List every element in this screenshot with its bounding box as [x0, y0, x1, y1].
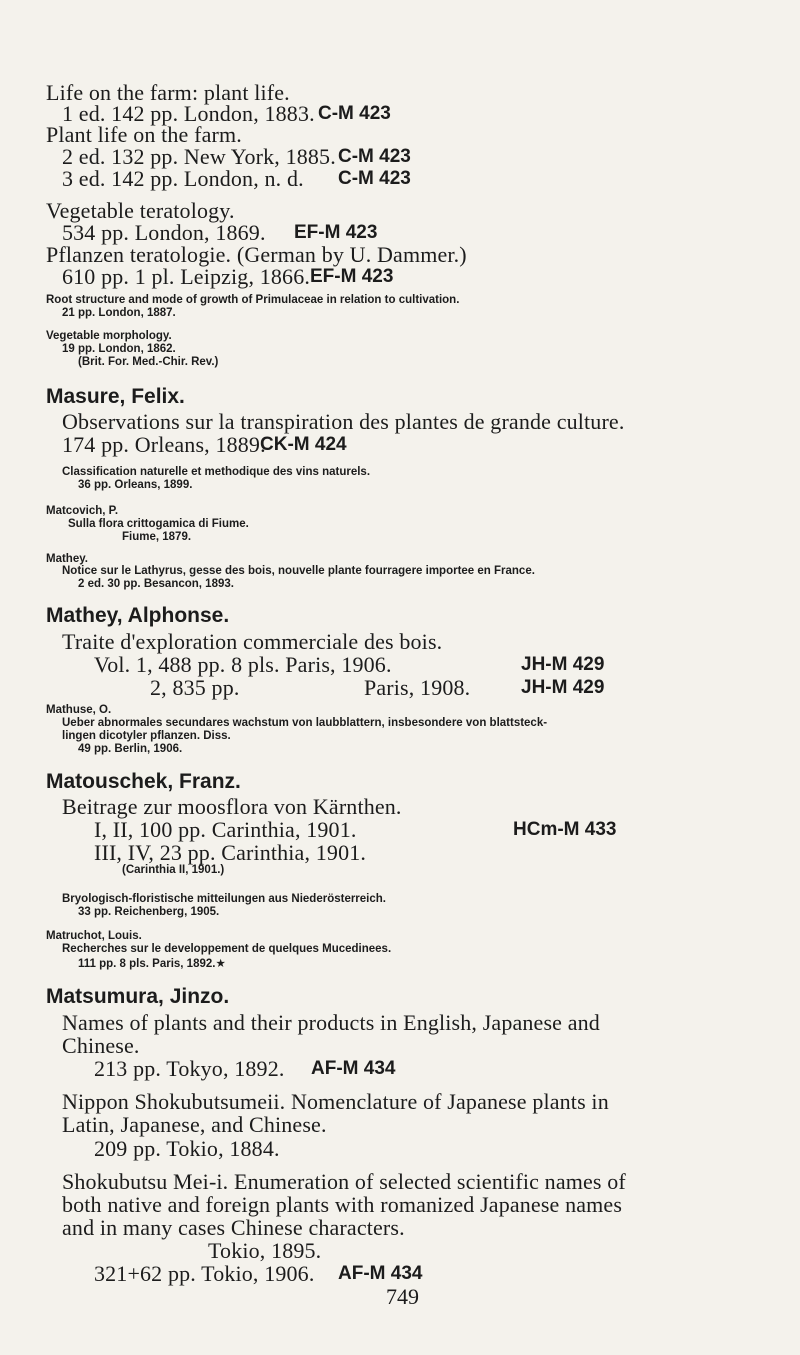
entry-line: 209 pp. Tokio, 1884. [94, 1136, 280, 1161]
entry-line: Vol. 1, 488 pp. 8 pls. Paris, 1906. [94, 652, 392, 677]
entry-line: Mathuse, O. [46, 704, 112, 716]
entry-line: lingen dicotyler pflanzen. Diss. [62, 730, 231, 742]
entry-line: Tokio, 1895. [208, 1238, 322, 1263]
page-number: 749 [386, 1284, 419, 1309]
call-number: AF-M 434 [338, 1263, 423, 1284]
author-heading: Masure, Felix. [46, 385, 185, 408]
entry-line: 213 pp. Tokyo, 1892. [94, 1056, 285, 1081]
entry-line: 1 ed. 142 pp. London, 1883. [62, 101, 315, 126]
call-number: JH-M 429 [521, 677, 605, 698]
entry-line: Vegetable teratology. [46, 198, 235, 223]
entry-line: (Carinthia II, 1901.) [122, 864, 225, 876]
entry-line: 321+62 pp. Tokio, 1906. [94, 1261, 315, 1286]
author-heading: Matouschek, Franz. [46, 770, 241, 793]
entry-line: 610 pp. 1 pl. Leipzig, 1866. [62, 264, 311, 289]
call-number: JH-M 429 [521, 654, 605, 675]
call-number: EF-M 423 [310, 266, 394, 287]
entry-line: 21 pp. London, 1887. [62, 307, 176, 319]
entry-line: Shokubutsu Mei-i. Enumeration of selected scientific names of [62, 1169, 626, 1194]
entry-line: Matruchot, Louis. [46, 930, 142, 942]
entry-line: Traite d'exploration commerciale des bois. [62, 629, 443, 654]
entry-imprint: Paris, 1908. [364, 675, 471, 700]
call-number: C-M 423 [318, 103, 391, 124]
entry-line: 2 ed. 30 pp. Besancon, 1893. [78, 578, 234, 590]
entry-line: 2, 835 pp. [150, 675, 240, 700]
call-number: HCm-M 433 [513, 819, 617, 840]
entry-line: Vegetable morphology. [46, 330, 172, 342]
author-heading: Mathey, Alphonse. [46, 604, 230, 627]
entry-line: Pflanzen teratologie. (German by U. Dammer.) [46, 242, 467, 267]
entry-line: Latin, Japanese, and Chinese. [62, 1112, 327, 1137]
entry-line: 174 pp. Orleans, 1889. [62, 432, 266, 457]
call-number: AF-M 434 [311, 1058, 396, 1079]
entry-line: 111 pp. 8 pls. Paris, 1892.★ [78, 958, 226, 970]
entry-line: Life on the farm: plant life. [46, 80, 290, 105]
entry-line: I, II, 100 pp. Carinthia, 1901. [94, 817, 357, 842]
entry-line: both native and foreign plants with romanized Japanese names [62, 1192, 623, 1217]
entry-line: Mathey. [46, 553, 88, 565]
entry-line: Nippon Shokubutsumeii. Nomenclature of Japanese plants in [62, 1089, 609, 1114]
entry-line: 49 pp. Berlin, 1906. [78, 743, 183, 755]
entry-line: Root structure and mode of growth of Primulaceae in relation to cultivation. [46, 294, 460, 306]
entry-line: Beitrage zur moosflora von Kärnthen. [62, 794, 402, 819]
entry-line: Fiume, 1879. [122, 531, 192, 543]
entry-line: 33 pp. Reichenberg, 1905. [78, 906, 220, 918]
call-number: C-M 423 [338, 168, 411, 189]
entry-line: Plant life on the farm. [46, 122, 242, 147]
entry-line: Names of plants and their products in English, Japanese and [62, 1010, 600, 1035]
entry-line: Matcovich, P. [46, 505, 119, 517]
entry-line: Chinese. [62, 1033, 140, 1058]
entry-line: 19 pp. London, 1862. [62, 343, 176, 355]
entry-line: Observations sur la transpiration des plantes de grande culture. [62, 409, 625, 434]
entry-line: Sulla flora crittogamica di Fiume. [68, 518, 249, 530]
entry-line: Notice sur le Lathyrus, gesse des bois, nouvelle plante fourragere importee en France. [62, 565, 535, 577]
entry-line: III, IV, 23 pp. Carinthia, 1901. [94, 840, 367, 865]
entry-line: 2 ed. 132 pp. New York, 1885. [62, 144, 336, 169]
entry-line: and in many cases Chinese characters. [62, 1215, 405, 1240]
call-number: C-M 423 [338, 146, 411, 167]
entry-line: 36 pp. Orleans, 1899. [78, 479, 193, 491]
entry-line: Classification naturelle et methodique des vins naturels. [62, 466, 371, 478]
entry-line: Bryologisch-floristische mitteilungen aus Niederösterreich. [62, 893, 386, 905]
call-number: EF-M 423 [294, 222, 378, 243]
entry-line: (Brit. For. Med.-Chir. Rev.) [78, 356, 219, 368]
author-heading: Matsumura, Jinzo. [46, 985, 230, 1008]
entry-line: 534 pp. London, 1869. [62, 220, 266, 245]
entry-line: Ueber abnormales secundares wachstum von laubblattern, insbesondere von blattsteck- [62, 717, 548, 729]
entry-line: 3 ed. 142 pp. London, n. d. [62, 166, 304, 191]
entry-line: Recherches sur le developpement de quelques Mucedinees. [62, 943, 392, 955]
call-number: CK-M 424 [260, 434, 347, 455]
